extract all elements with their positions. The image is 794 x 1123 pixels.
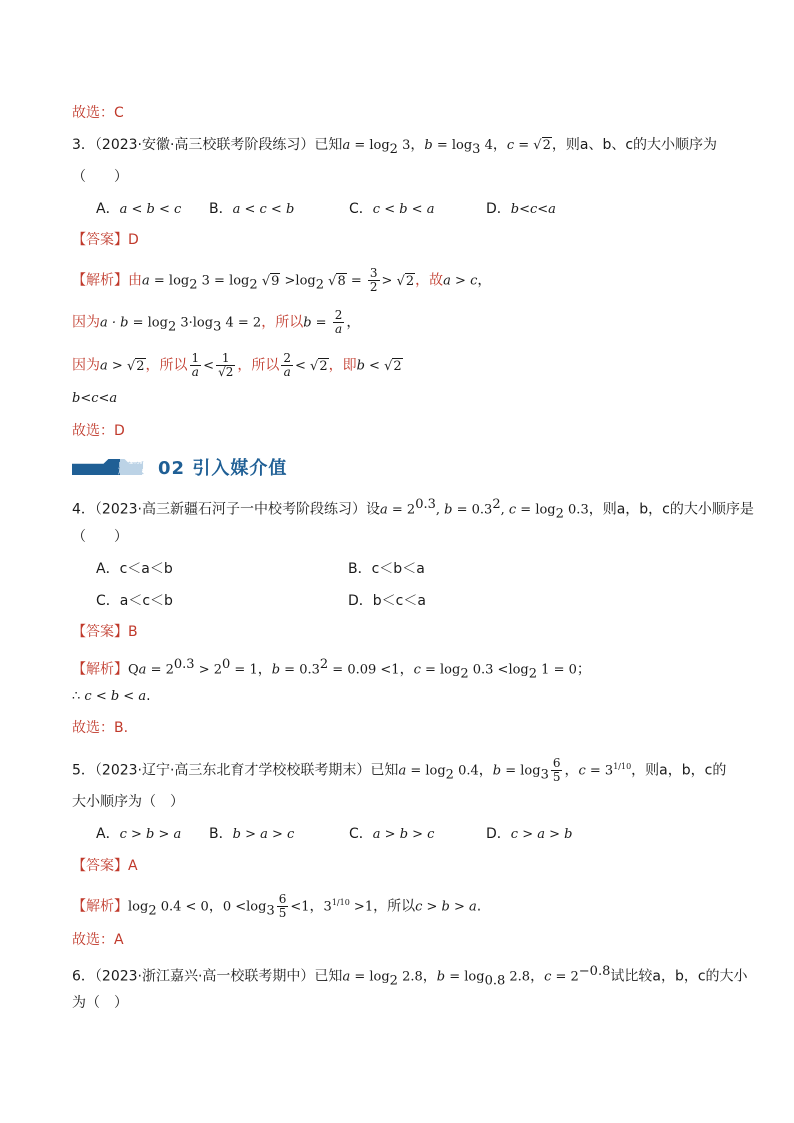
q3-choice-d[interactable]: D．b<c<a <box>486 201 556 217</box>
q4-analysis-1: 【解析】$Qa = 2^{0.3} > 2^0 = 1$，$b = 0.3^2 = 0.09 <1$，$c = \log_2 0.3 <\log_2$ 1 = 0； <box>72 657 591 682</box>
q4-choice-a[interactable]: A．c＜a＜b <box>96 561 173 577</box>
q5-final: 故选：A <box>72 932 124 948</box>
q6-line2: 为（ ） <box>72 995 128 1011</box>
q4-final: 故选：B. <box>72 720 129 736</box>
q5-line2: 大小顺序为（ ） <box>72 794 184 810</box>
q5-choice-b[interactable]: B．b > a > c <box>209 826 295 842</box>
q3-answer: 【答案】D <box>72 232 139 248</box>
q5-analysis: 【解析】$\log_2 0.4 < 0$，$0 <\log_3$ $\frac{6}{5}$ <1，$3^{1/10} >1$，所以c > b > a. <box>72 892 482 921</box>
section-header <box>72 455 287 479</box>
section-title: 02 引入媒介值 <box>158 458 288 479</box>
q5-choice-a[interactable]: A．c > b > a <box>96 826 182 842</box>
q3-choice-c[interactable]: C．c < b < a <box>349 201 435 217</box>
q4-choice-d[interactable]: D．b＜c＜a <box>348 593 426 609</box>
q3-paren: （ ） <box>72 169 128 185</box>
q4-analysis-2: ∴ c < b < a. <box>72 688 151 704</box>
q6-stem: 6．（2023·浙江嘉兴·高一校联考期中）已知$a = \log_2 2.8$，$b = \log_{0.8} 2.8$，$c = 2^{-0.8}$试比较a，b，c的大小 <box>72 964 748 989</box>
q4-choice-c[interactable]: C．a＜c＜b <box>96 593 173 609</box>
q3-analysis-1: 【解析】由$a = \log_2 3 = \log_2 √9 >\log_2$ √8 = $\frac{3}{2}$ > √2，故a > c， <box>72 266 492 294</box>
q5-answer: 【答案】A <box>72 858 138 874</box>
q5-choice-d[interactable]: D．c > a > b <box>486 826 573 842</box>
q3-choice-a[interactable]: A．a < b < c <box>96 201 182 217</box>
q2-answer-line: 故选：C <box>72 105 124 121</box>
section-tag: 题型 <box>118 461 145 477</box>
q5-stem: 5．（2023·辽宁·高三东北育才学校校联考期末）已知$a = \log_2 0.4$，$b = \log_3$ $\frac{6}{5}$ ，$c = 3^{1/10}$，则a，b，c的 <box>72 756 727 785</box>
q3-final: 故选：D <box>72 423 125 439</box>
q3-choice-b[interactable]: B．a < c < b <box>209 201 295 217</box>
q4-paren: （ ） <box>72 529 128 545</box>
q4-answer: 【答案】B <box>72 624 138 640</box>
q5-choice-c[interactable]: C．a > b > c <box>349 826 435 842</box>
q4-choice-b[interactable]: B．c＜b＜a <box>348 561 425 577</box>
q4-stem: 4．（2023·高三新疆石河子一中校考阶段练习）设$a = 2^{0.3}$, $b = 0.3^2$, $c = \log_2 0.3$，则a，b，c的大小顺序是 <box>72 497 754 522</box>
q3-stem: 3．（2023·安徽·高三校联考阶段练习）已知$a = \log_2 3$，$b = \log_3 4$，c = √2，则a、b、c的大小顺序为 <box>72 137 718 157</box>
q3-analysis-2: 因为$a \cdot b = \log_2 3\cdot\log_3$ 4 = 2，所以b = $\frac{2}{a}$ ， <box>72 308 361 336</box>
q3-analysis-3: 因为a > √2，所以 $\frac{1}{a}$ < $\frac{1}{√2}$ ，所以 $\frac{2}{a}$ < √2，即b < √2 <box>72 351 402 379</box>
q3-analysis-4: b<c<a <box>72 391 118 406</box>
